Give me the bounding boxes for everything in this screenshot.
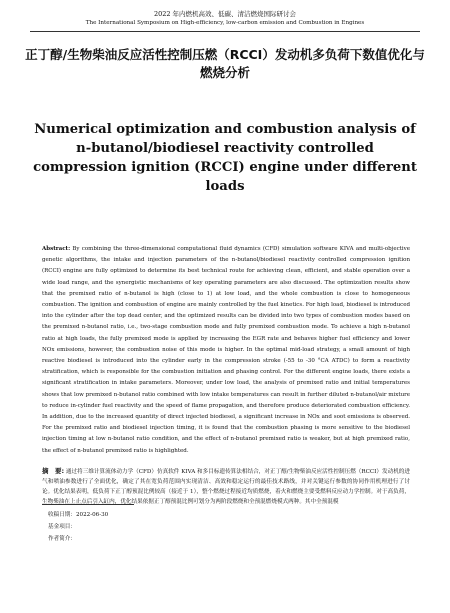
abstract-en — [42, 244, 410, 457]
abstract-text: By combining the three-dimensional computational fluid dynamics (CFD) simulation software KIVA and multi-objective genetic algorithms, the intake and injection parameters of the n-butanol/biodiesel reactivity controlled compression ignition (RCCI) engine are fully optimized to determine its best technical route for achieving clean, efficient, and stable operation over a wide load range, and the synergistic mechanisms of key operating parameters are also discussed. The optimization results show that the premixed ratio of n-butanol is high (close to 1) at low load, and the whole combustion is close to homogeneous combustion. The ignition and combustion of engine are mainly controlled by the fuel kinetics. For high load, biodiesel is introduced into the cylinder after the top dead center, and the optimized results can be divided into two types of combustion modes based on the premixed n-butanol ratio, i.e., two-stage combustion mode and fully premixed combustion mode. To achieve a high n-butanol ratio at high loads, the fully premixed mode is applied by increasing the EGR rate and behaves higher fuel efficiency and lower NOx emissions, however, the combustion noise of this mode is higher. In the optimal mid-load strategy, a small amount of high reactive biodiesel is introduced into the cylinder early in the compression stroke (-55 to -30 °CA ATDC) to form a reactivity stratification, which is responsible for the combustion initiation and phasing control. For the different engine loads, there exists a significant stratification in intake parameters. Moreover, under low load, the analysis of premixed ratio and initial temperatures shows that low premixed n-butanol ratio combined with low intake temperatures can result in further diluted n-butanol/air mixture to reduce in-cylinder fuel reactivity and the speed of flame propagation, and therefore produce deteriorated combustion efficiency. In addition, due to the increased quantity of direct injected biodiesel, a significant increase in NOx and soot emissions is observed. For the premixed ratio and biodiesel injection timing, it is found that the combustion phasing is more sensitive to the biodiesel injection timing at low n-butanol ratio condition, and the effect of n-butanol premixed ratio is weaker, but at high premixed ratio, the effect of n-butanol premixed ratio is highlighted. — [42, 246, 410, 454]
footnote-fund: 基金项目： — [48, 523, 76, 530]
abstract-cn-label: 摘 要: — [42, 466, 65, 475]
footnote-author: 作者简介： — [48, 535, 76, 542]
conference-name-en: The International Symposium on High-efficiency, low-carbon emission and Combustion in Engines — [85, 20, 365, 26]
abstract-cn — [42, 466, 410, 505]
conference-header — [0, 0, 450, 27]
abstract-cn-text: 通过将三维计算流体动力学（CFD）仿真软件 KIVA 和多目标遗传算法相结合，对正丁醇/生物柴油反应活性控制压燃（RCCI）发动机的进气和喷油参数进行了全面优化，确定了其在宽负荷范围内实现清洁、高效和稳定运行的最佳技术路线，并对关键运行参数的协同作用机理进行了讨论。优化结果表明，低负荷下正丁醇预混比例较高（接近于 1），整个燃烧过程接近均质燃烧，着火和燃烧主要受燃料反应动力学控制。对于高负荷，生物柴油在上止点后引入缸内，优化结果依据正丁醇预混比例可划分为两阶段燃烧和全预混燃烧模式两种。其中全预混模 — [42, 468, 410, 505]
header-rule — [30, 31, 420, 32]
footnotes — [48, 509, 450, 545]
title-cn: 正丁醇/生物柴油反应活性控制压燃（RCCI）发动机多负荷下数值优化与燃烧分析 — [25, 47, 425, 80]
abstract-label: Abstract: — [42, 246, 71, 252]
title-en: Numerical optimization and combustion analysis of n-butanol/biodiesel reactivity controlled compression ignition (RCCI) engine under different loads — [33, 122, 417, 194]
conference-name-cn: 2022 年内燃机高效、低碳、清洁燃烧国际研讨会 — [153, 10, 297, 18]
footnote-received: 收稿日期：2022-06-30 — [48, 511, 109, 518]
